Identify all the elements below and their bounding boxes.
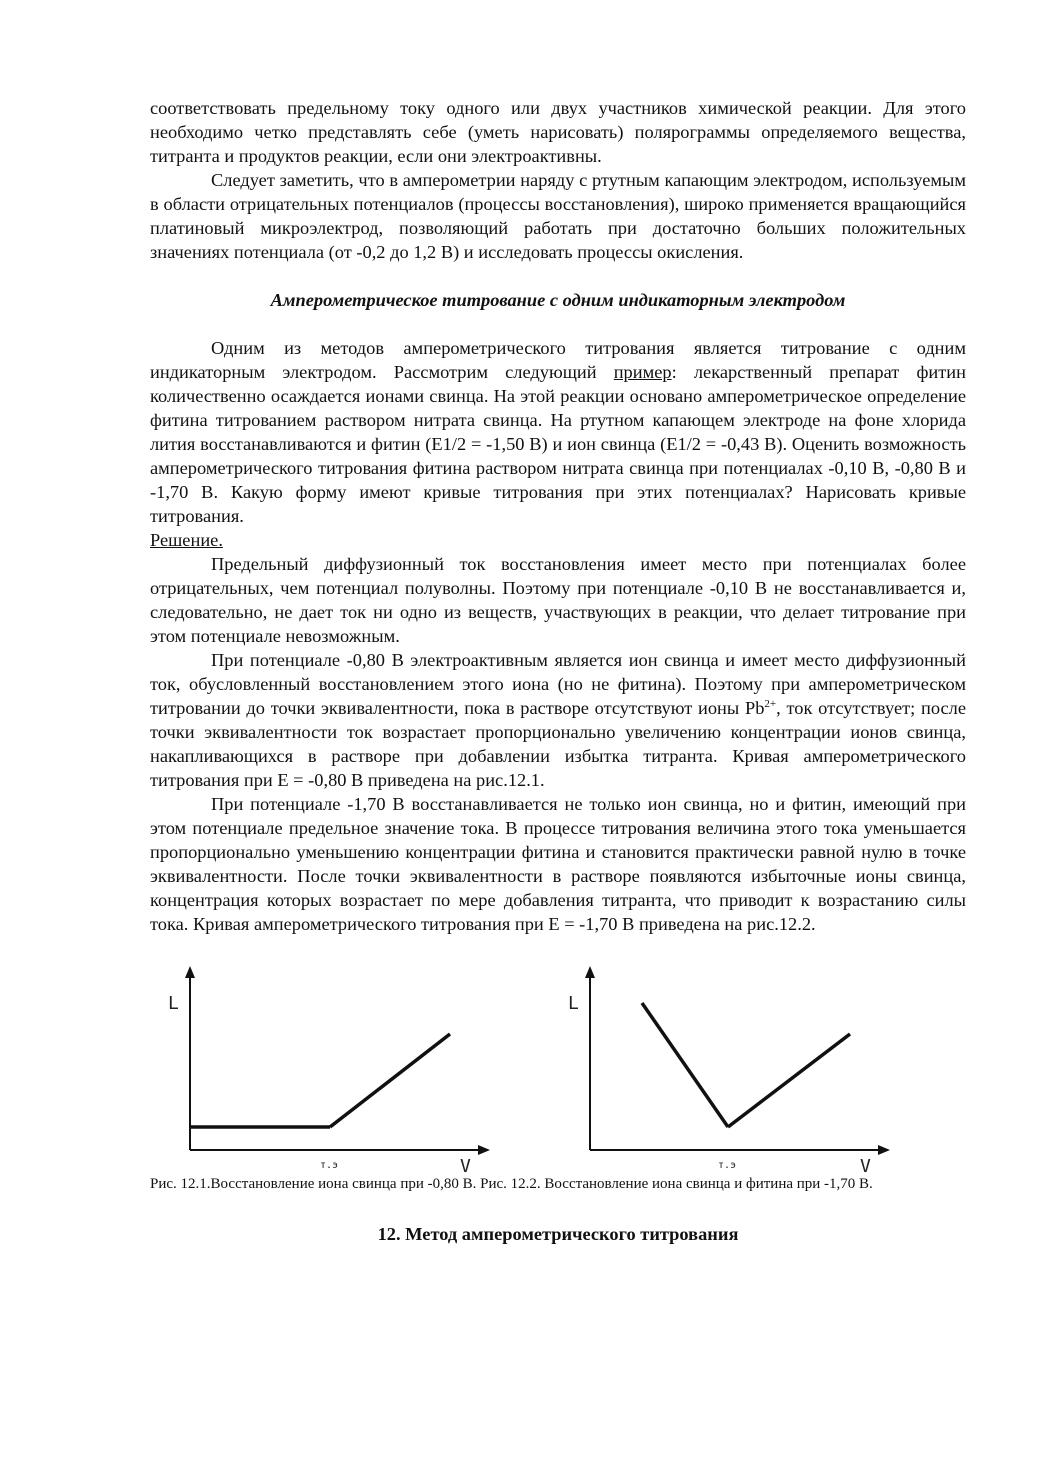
solution-2-before: При потенциале -0,80 В электроактивным является ион свинца и имеет место диффузионный ток, обусловленный восстановлением этого иона (но не фитина). Поэтому при амперометрическом титровании до точки эквивалентности, пока в растворе отсутствуют ионы Pb bbox=[150, 650, 966, 718]
example-text-after: : лекарственный препарат фитин количественно осаждается ионами свинца. На этой реакции основано амперометрическое определение фитина титрованием раствором нитрата свинца. На ртутном капающем электроде на фоне хлорида лития восстанавливаются и фитин (E1/2 = -1,50 В) и ион свинца (E1/2 = -0,43 В). Оценить возможность амперометрического титрования фитина раствором нитрата свинца при потенциалах -0,10 В, -0,80 В и -1,70 В. Какую форму имеют кривые титрования при этих потенциалах? Нарисовать кривые титрования. bbox=[150, 362, 966, 526]
paragraph-solution-2 bbox=[150, 648, 966, 792]
y-axis-label: L bbox=[168, 993, 179, 1014]
y-axis-label: L bbox=[568, 993, 579, 1014]
x-axis-arrow-icon bbox=[878, 1145, 890, 1155]
paragraph-solution-3: При потенциале -1,70 В восстанавливается не только ион свинца, но и фитин, имеющий при этом потенциале предельное значение тока. В процессе титрования величина этого тока уменьшается пропорционально уменьшению концентрации фитина и становится практически равной нулю в точке эквивалентности. После точки эквивалентности в растворе появляются избыточные ионы свинца, концентрация которых возрастает по мере добавления титранта, что приводит к возрастанию силы тока. Кривая амперометрического титрования при E = -1,70 В приведена на рис.12.2. bbox=[150, 794, 966, 934]
curve-falling-segment bbox=[642, 1003, 728, 1127]
figure-12-1-plot bbox=[160, 964, 500, 1174]
solution-label bbox=[150, 528, 966, 552]
paragraph-electrodes: Следует заметить, что в амперометрии наряду с ртутным капающим электродом, используемым в области отрицательных потенциалов (процессы восстановления), широко применяется вращающийся платиновый микроэлектрод, позволяющий работать при достаточно больших положительных значениях потенциала (от -0,2 до 1,2 В) и исследовать процессы окисления. bbox=[150, 170, 966, 262]
x-axis-arrow-icon bbox=[478, 1145, 490, 1155]
section-heading: Амперометрическое титрование с одним индикаторным электродом bbox=[270, 290, 846, 310]
example-text-before: Одним из методов амперометрического титрования является титрование с одним индикаторным электродом. Рассмотрим следующий bbox=[150, 338, 966, 382]
curve-rising-segment bbox=[728, 1034, 850, 1127]
equivalence-point-label: т.э bbox=[718, 1160, 737, 1171]
solution-label-text: Решение. bbox=[150, 530, 223, 550]
figure-12-1 bbox=[160, 964, 500, 1174]
figure-12-2-plot bbox=[560, 964, 900, 1174]
figures-caption: Рис. 12.1.Восстановление иона свинца при -0,80 В. Рис. 12.2. Восстановление иона свинца и фитина при -1,70 В. bbox=[150, 1176, 873, 1192]
figures-row bbox=[150, 964, 966, 1174]
x-axis-label: V bbox=[860, 1156, 871, 1174]
solution-2-after: , ток отсутствует; после точки эквивалентности ток возрастает пропорционально увеличению концентрации ионов свинца, накапливающихся в растворе при добавлении избытка титранта. Кривая амперометрического титрования при E = -0,80 В приведена на рис.12.1. bbox=[150, 698, 966, 790]
page-content bbox=[150, 96, 966, 1246]
equivalence-point-label: т.э bbox=[320, 1160, 339, 1171]
figure-12-2 bbox=[560, 964, 900, 1174]
x-axis-label: V bbox=[460, 1156, 471, 1174]
y-axis-arrow-icon bbox=[585, 966, 595, 978]
curve-rising-segment bbox=[330, 1034, 450, 1127]
lead-ion-charge: 2+ bbox=[764, 698, 777, 710]
paragraph-intro: соответствовать предельному току одного или двух участников химической реакции. Для этого необходимо четко представлять себе (уметь нарисовать) полярограммы определяемого вещества, титранта и продуктов реакции, если они электроактивны. bbox=[150, 98, 966, 166]
example-link-word: пример bbox=[613, 362, 672, 382]
paragraph-solution-1: Предельный диффузионный ток восстановления имеет место при потенциалах более отрицательных, чем потенциал полуволны. Поэтому при потенциале -0,10 В не восстанавливается и, следовательно, не дает ток ни одно из веществ, участвующих в реакции, что делает титрование при этом потенциале невозможным. bbox=[150, 554, 966, 646]
paragraph-example bbox=[150, 336, 966, 528]
y-axis-arrow-icon bbox=[185, 966, 195, 978]
page-footer-title: 12. Метод амперометрического титрования bbox=[377, 1224, 739, 1244]
